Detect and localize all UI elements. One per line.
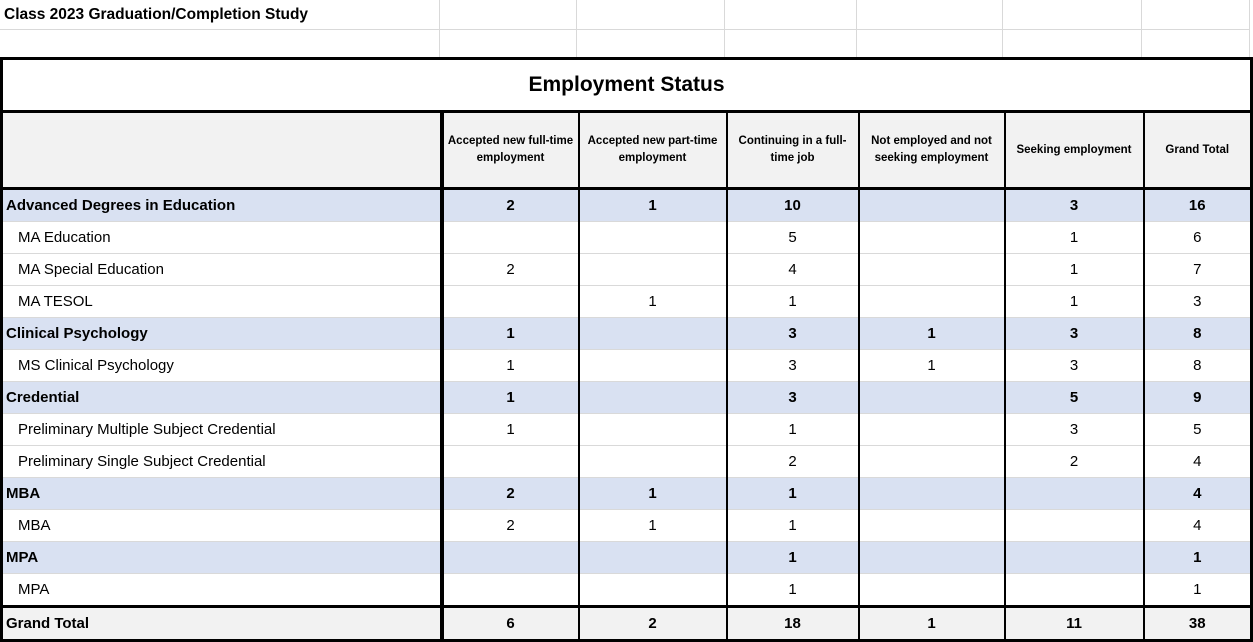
value-cell[interactable]: 6 — [1144, 222, 1252, 254]
value-cell[interactable]: 3 — [1005, 189, 1144, 222]
row-label-cell[interactable]: MBA — [2, 478, 442, 510]
section-row — [2, 382, 1252, 414]
value-cell[interactable]: 2 — [579, 607, 727, 641]
empty-cell[interactable] — [0, 30, 440, 57]
empty-cell[interactable] — [440, 0, 577, 30]
value-cell[interactable] — [859, 222, 1005, 254]
value-cell[interactable]: 1 — [859, 350, 1005, 382]
value-cell[interactable]: 2 — [442, 189, 579, 222]
value-cell[interactable]: 1 — [1005, 286, 1144, 318]
value-cell[interactable]: 1 — [727, 478, 859, 510]
value-cell[interactable] — [859, 542, 1005, 574]
value-cell[interactable]: 7 — [1144, 254, 1252, 286]
value-cell[interactable]: 6 — [442, 607, 579, 641]
detail-row — [2, 574, 1252, 607]
row-label-cell[interactable]: Preliminary Single Subject Credential — [2, 446, 442, 478]
value-cell[interactable]: 1 — [579, 189, 727, 222]
value-cell[interactable] — [442, 286, 579, 318]
value-cell[interactable] — [579, 574, 727, 607]
row-label-cell[interactable]: MBA — [2, 510, 442, 542]
value-cell[interactable]: 1 — [442, 382, 579, 414]
value-cell[interactable]: 3 — [727, 382, 859, 414]
grand-total-row — [2, 607, 1252, 641]
value-cell[interactable]: 1 — [859, 607, 1005, 641]
value-cell[interactable]: 4 — [1144, 510, 1252, 542]
value-cell[interactable]: 1 — [1005, 222, 1144, 254]
detail-row — [2, 254, 1252, 286]
empty-cell[interactable] — [577, 0, 725, 30]
value-cell[interactable]: 8 — [1144, 318, 1252, 350]
empty-cell[interactable] — [1142, 30, 1250, 57]
empty-cell[interactable] — [1003, 0, 1142, 30]
value-cell[interactable]: 9 — [1144, 382, 1252, 414]
value-cell[interactable] — [442, 446, 579, 478]
value-cell[interactable]: 18 — [727, 607, 859, 641]
row-label-cell[interactable]: Preliminary Multiple Subject Credential — [2, 414, 442, 446]
section-row — [2, 478, 1252, 510]
detail-row — [2, 510, 1252, 542]
value-cell[interactable] — [859, 254, 1005, 286]
column-header[interactable]: Not employed and not seeking employment — [859, 112, 1005, 189]
value-cell[interactable]: 1 — [579, 286, 727, 318]
value-cell[interactable]: 1 — [442, 318, 579, 350]
column-header[interactable]: Accepted new part-time employment — [579, 112, 727, 189]
empty-cell[interactable] — [1003, 30, 1142, 57]
value-cell[interactable]: 38 — [1144, 607, 1252, 641]
empty-cell[interactable] — [857, 30, 1003, 57]
value-cell[interactable] — [859, 478, 1005, 510]
value-cell[interactable] — [579, 446, 727, 478]
row-label-cell[interactable]: Credential — [2, 382, 442, 414]
value-cell[interactable]: 3 — [1005, 350, 1144, 382]
empty-cell[interactable] — [577, 30, 725, 57]
row-label-cell[interactable]: MPA — [2, 574, 442, 607]
value-cell[interactable]: 2 — [727, 446, 859, 478]
column-header[interactable]: Grand Total — [1144, 112, 1252, 189]
value-cell[interactable] — [859, 382, 1005, 414]
employment-status-table — [0, 57, 1253, 642]
value-cell[interactable]: 1 — [579, 478, 727, 510]
row-label-cell[interactable]: MA TESOL — [2, 286, 442, 318]
value-cell[interactable]: 1 — [727, 574, 859, 607]
value-cell[interactable] — [442, 574, 579, 607]
table-title: Employment Status — [2, 59, 1252, 112]
value-cell[interactable]: 2 — [442, 478, 579, 510]
value-cell[interactable] — [859, 286, 1005, 318]
value-cell[interactable]: 2 — [442, 510, 579, 542]
value-cell[interactable]: 10 — [727, 189, 859, 222]
value-cell[interactable] — [442, 222, 579, 254]
value-cell[interactable]: 4 — [727, 254, 859, 286]
value-cell[interactable]: 8 — [1144, 350, 1252, 382]
empty-cell[interactable] — [1142, 0, 1250, 30]
value-cell[interactable]: 3 — [727, 318, 859, 350]
value-cell[interactable]: 1 — [727, 414, 859, 446]
value-cell[interactable] — [579, 350, 727, 382]
value-cell[interactable]: 1 — [442, 414, 579, 446]
value-cell[interactable] — [859, 510, 1005, 542]
value-cell[interactable]: 2 — [1005, 446, 1144, 478]
detail-row — [2, 350, 1252, 382]
column-header[interactable]: Accepted new full-time employment — [442, 112, 579, 189]
value-cell[interactable]: 1 — [579, 510, 727, 542]
value-cell[interactable]: 5 — [1144, 414, 1252, 446]
row-label-cell[interactable]: MS Clinical Psychology — [2, 350, 442, 382]
table-title-row — [2, 59, 1252, 112]
empty-cell[interactable] — [725, 0, 857, 30]
value-cell[interactable] — [579, 318, 727, 350]
value-cell[interactable]: 1 — [1144, 574, 1252, 607]
empty-cell[interactable] — [440, 30, 577, 57]
value-cell[interactable] — [579, 382, 727, 414]
value-cell[interactable] — [579, 222, 727, 254]
row-label-cell[interactable]: MPA — [2, 542, 442, 574]
value-cell[interactable]: 3 — [727, 350, 859, 382]
row-label-column-header[interactable] — [2, 112, 442, 189]
workbook-title: Class 2023 Graduation/Completion Study — [0, 0, 440, 30]
value-cell[interactable] — [1005, 510, 1144, 542]
value-cell[interactable] — [859, 446, 1005, 478]
table-body — [2, 189, 1252, 641]
value-cell[interactable]: 11 — [1005, 607, 1144, 641]
row-label-cell[interactable]: MA Education — [2, 222, 442, 254]
value-cell[interactable] — [579, 254, 727, 286]
value-cell[interactable]: 5 — [727, 222, 859, 254]
column-header[interactable]: Seeking employment — [1005, 112, 1144, 189]
value-cell[interactable]: 4 — [1144, 446, 1252, 478]
value-cell[interactable]: 4 — [1144, 478, 1252, 510]
value-cell[interactable]: 16 — [1144, 189, 1252, 222]
sheet-top-rows — [0, 0, 1250, 57]
section-row — [2, 542, 1252, 574]
value-cell[interactable] — [579, 542, 727, 574]
section-row — [2, 189, 1252, 222]
row-label-cell[interactable]: Advanced Degrees in Education — [2, 189, 442, 222]
value-cell[interactable]: 1 — [727, 510, 859, 542]
row-label-cell[interactable]: Clinical Psychology — [2, 318, 442, 350]
value-cell[interactable]: 2 — [442, 254, 579, 286]
column-header[interactable]: Continuing in a full-time job — [727, 112, 859, 189]
value-cell[interactable]: 1 — [1144, 542, 1252, 574]
value-cell[interactable] — [579, 414, 727, 446]
empty-cell[interactable] — [725, 30, 857, 57]
value-cell[interactable] — [442, 542, 579, 574]
value-cell[interactable]: 1 — [859, 318, 1005, 350]
detail-row — [2, 286, 1252, 318]
row-label-cell[interactable]: Grand Total — [2, 607, 442, 641]
value-cell[interactable] — [859, 414, 1005, 446]
value-cell[interactable] — [859, 189, 1005, 222]
value-cell[interactable] — [859, 574, 1005, 607]
value-cell[interactable]: 1 — [727, 286, 859, 318]
value-cell[interactable]: 3 — [1005, 414, 1144, 446]
value-cell[interactable] — [1005, 574, 1144, 607]
value-cell[interactable]: 5 — [1005, 382, 1144, 414]
detail-row — [2, 222, 1252, 254]
value-cell[interactable]: 3 — [1144, 286, 1252, 318]
section-row — [2, 318, 1252, 350]
value-cell[interactable] — [1005, 542, 1144, 574]
value-cell[interactable]: 1 — [442, 350, 579, 382]
value-cell[interactable]: 3 — [1005, 318, 1144, 350]
column-header-row — [2, 112, 1252, 189]
detail-row — [2, 446, 1252, 478]
value-cell[interactable]: 1 — [727, 542, 859, 574]
detail-row — [2, 414, 1252, 446]
empty-cell[interactable] — [857, 0, 1003, 30]
row-label-cell[interactable]: MA Special Education — [2, 254, 442, 286]
value-cell[interactable]: 1 — [1005, 254, 1144, 286]
value-cell[interactable] — [1005, 478, 1144, 510]
